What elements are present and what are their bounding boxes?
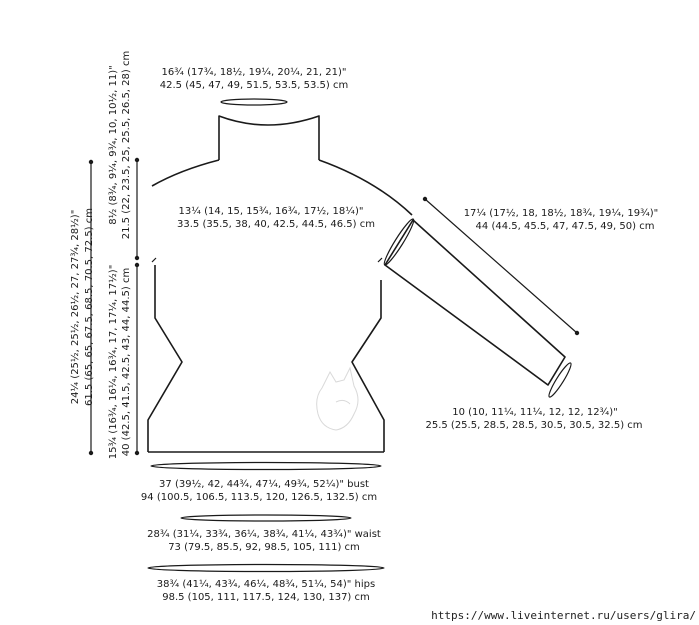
upper-arm-label-cm: 33.5 (35.5, 38, 40, 42.5, 44.5, 46.5) cm [177, 219, 375, 230]
sleeve-length-dot-top [423, 197, 427, 201]
cuff-label-in: 10 (10, 11¼, 11¼, 12, 12, 12¾)" [452, 407, 618, 418]
total-length-label-in: 24¼ (25½, 25½, 26½, 27, 27¾, 28½)" [70, 209, 81, 405]
neck-label-in: 16¾ (17¾, 18½, 19¼, 20¼, 21, 21)" [161, 67, 347, 78]
upper-arm-label-in: 13¼ (14, 15, 15¾, 16¾, 17½, 18¼)" [178, 206, 364, 217]
left-shoulder-line [152, 160, 219, 186]
total-length-label-cm: 61.5 (65, 65, 67.5, 68.5, 70.5, 72.5) cm [84, 208, 95, 406]
neck-ellipse [221, 99, 287, 105]
collar-outline [219, 116, 319, 160]
labels [69, 51, 696, 622]
bust-ellipse [151, 463, 381, 470]
right-side-line [352, 280, 384, 452]
armhole-depth-label-cm: 21.5 (22, 23.5, 25, 25.5, 26.5, 28) cm [121, 50, 132, 240]
body-outline [148, 116, 412, 452]
waist-label-in: 28¾ (31¼, 33¾, 36¼, 38¾, 41¼, 43¾)" waist [147, 529, 381, 540]
armhole-depth-label-in: 8½ (8¾, 9¼, 9¾, 10, 10½, 11)" [108, 65, 119, 225]
left-armhole-dash [152, 258, 156, 262]
source-url: https://www.liveinternet.ru/users/glira/ [431, 609, 696, 622]
neck-label-cm: 42.5 (45, 47, 49, 51.5, 53.5, 53.5) cm [159, 80, 349, 91]
hips-label-in: 38¾ (41¼, 43¾, 46¼, 48¾, 51¼, 54)" hips [156, 579, 376, 590]
watermark-cat-icon [317, 368, 358, 430]
hips-label-cm: 98.5 (105, 111, 117.5, 124, 130, 137) cm [162, 592, 370, 603]
hips-ellipse [148, 565, 384, 572]
sleeve-outline [381, 217, 573, 399]
waist-ellipse [181, 515, 351, 521]
sleeve-length-dot-bottom [575, 331, 579, 335]
sleeve-length-label-cm: 44 (44.5, 45.5, 47, 47.5, 49, 50) cm [475, 221, 655, 232]
left-side-line [148, 265, 182, 452]
lower-length-label-in: 15¾ (16¾, 16¼, 16¾, 17, 17¼, 17½)" [108, 264, 119, 460]
bust-label-cm: 94 (100.5, 106.5, 113.5, 120, 126.5, 132.5) cm [140, 492, 378, 503]
bust-label-in: 37 (39½, 42, 44¾, 47¼, 49¾, 52¼)" bust [159, 479, 369, 490]
waist-label-cm: 73 (79.5, 85.5, 92, 98.5, 105, 111) cm [168, 542, 360, 553]
sleeve-length-line [425, 199, 577, 333]
cuff-label-cm: 25.5 (25.5, 28.5, 28.5, 30.5, 30.5, 32.5) cm [425, 420, 643, 431]
lower-length-label-cm: 40 (42.5, 41.5, 42.5, 43, 44, 44.5) cm [121, 267, 132, 457]
right-armhole-dash [378, 258, 382, 262]
sleeve-length-label-in: 17¼ (17½, 18, 18½, 18¾, 19¼, 19¾)" [463, 208, 659, 219]
